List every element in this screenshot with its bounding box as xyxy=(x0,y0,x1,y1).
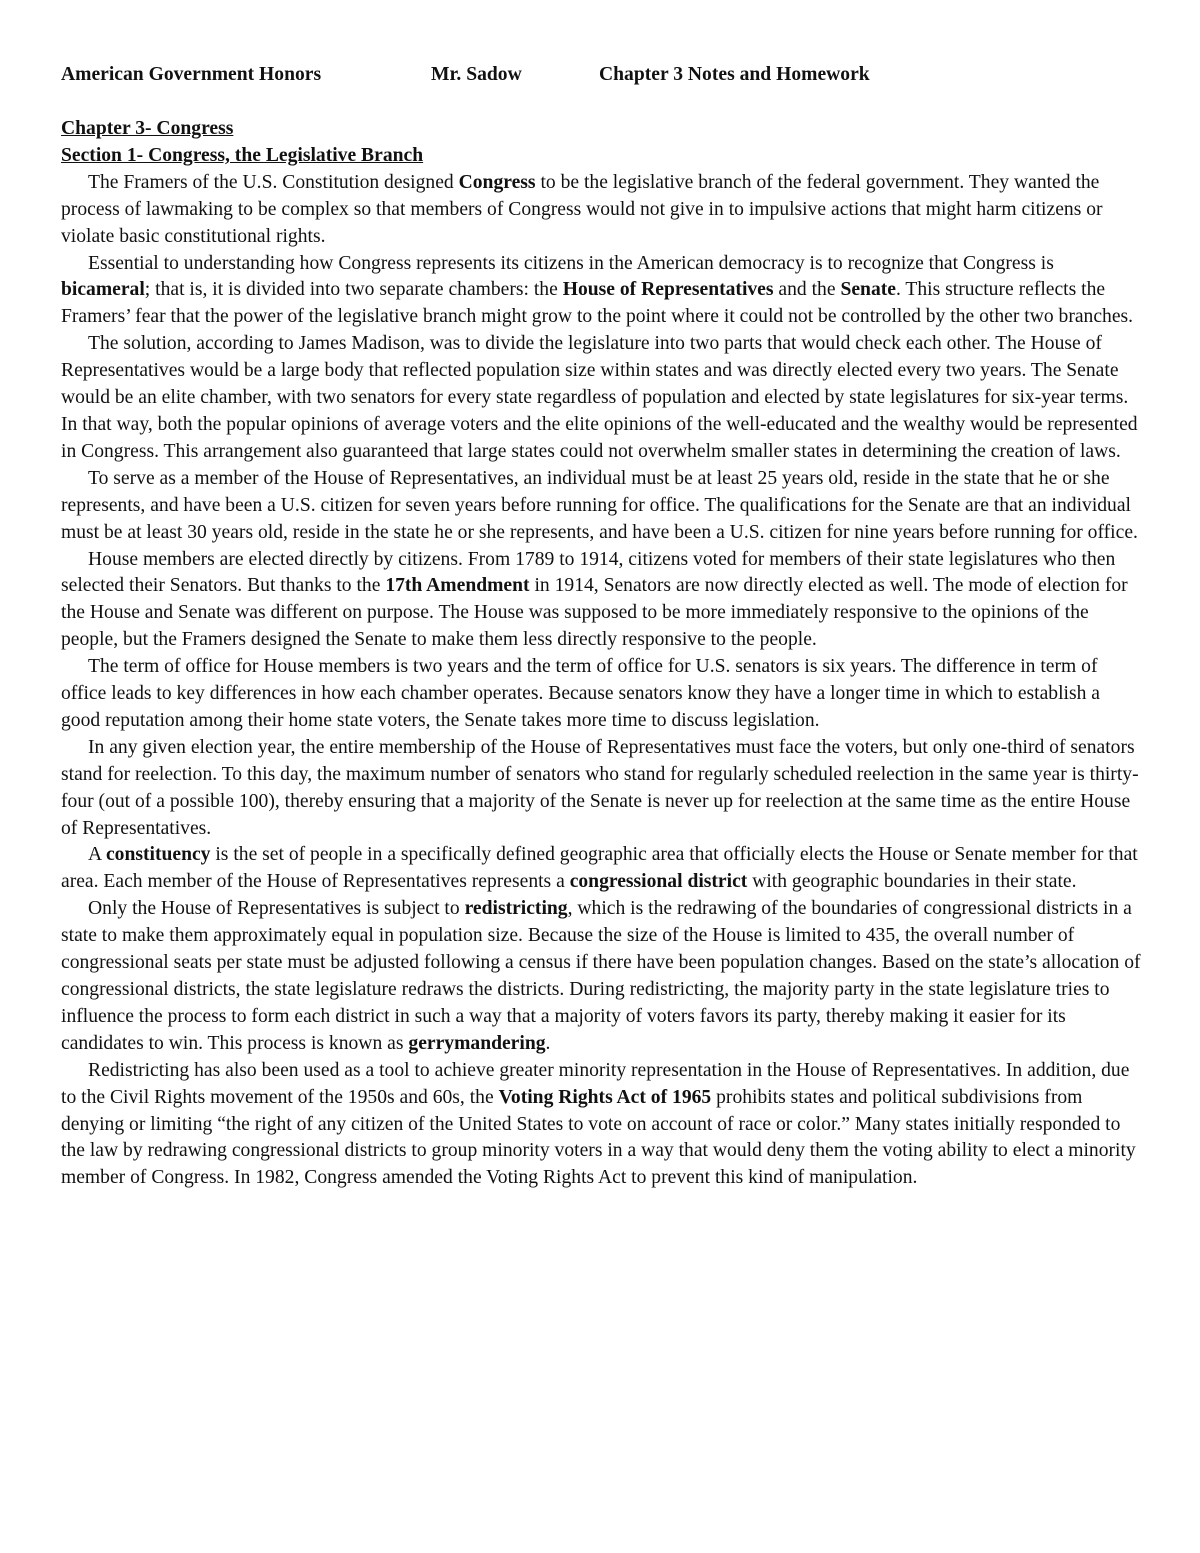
term-congressional-district: congressional district xyxy=(569,871,748,893)
term-house-of-representatives: House of Representatives xyxy=(562,279,774,301)
term-gerrymandering: gerrymandering xyxy=(408,1032,546,1054)
paragraph-constituency: A constituency is the set of people in a specifically defined geographic area that officially elects the House or Senate member for that area. Each member of the House of Representatives represents a congressional district with geographic boundaries in their state. xyxy=(61,844,1138,893)
paragraph-elections: House members are elected directly by citizens. From 1789 to 1914, citizens voted for members of their state legislatures who then selected their Senators. But thanks to the 17th Amendment in 1914, Senators are now directly elected as well. The mode of election for the House and Senate was different on purpose. The House was supposed to be more immediately responsive to the opinions of the people, but the Framers designed the Senate to make them less directly responsive to the people. xyxy=(61,548,1128,651)
document-page xyxy=(61,62,1141,1192)
paragraph-qualifications: To serve as a member of the House of Representatives, an individual must be at least 25 years old, reside in the state that he or she represents, and have been a U.S. citizen for seven years before running for office. The qualifications for the Senate are that an individual must be at least 30 years old, reside in the state he or she represents, and have been a U.S. citizen for nine years before running for office. xyxy=(61,467,1138,543)
term-17th-amendment: 17th Amendment xyxy=(385,575,530,597)
term-constituency: constituency xyxy=(105,844,211,866)
term-senate: Senate xyxy=(840,279,896,301)
header-teacher: Mr. Sadow xyxy=(431,64,522,85)
chapter-title: Chapter 3- Congress xyxy=(61,118,234,139)
paragraph-voting-rights: Redistricting has also been used as a tool to achieve greater minority representation in the House of Representatives. In addition, due to the Civil Rights movement of the 1950s and 60s, the Voting Rights Act of 1965 prohibits states and political subdivisions from denying or limiting “the right of any citizen of the United States to vote on account of race or color.” Many states initially responded to the law by redrawing congressional districts to group minority voters in a way that would deny them the voting ability to elect a minority member of Congress. In 1982, Congress amended the Voting Rights Act to prevent this kind of manipulation. xyxy=(61,1059,1136,1189)
paragraph-redistricting: Only the House of Representatives is subject to redistricting, which is the redrawing of the boundaries of congressional districts in a state to make them approximately equal in population size. Because the size of the House is limited to 435, the overall number of congressional seats per state must be adjusted following a census if there have been population changes. Based on the state’s allocation of congressional districts, the state legislature redraws the districts. During redistricting, the majority party in the state legislature tries to influence the process to form each district in such a way that a majority of voters favors its party, thereby making it easier for its candidates to win. This process is known as gerrymandering. xyxy=(61,898,1141,1054)
header-assignment: Chapter 3 Notes and Homework xyxy=(599,64,870,85)
term-congress: Congress xyxy=(458,171,536,193)
paragraph-reelection: In any given election year, the entire membership of the House of Representatives must face the voters, but only one-third of senators stand for reelection. To this day, the maximum number of senators who stand for regularly scheduled reelection in the same year is thirty-four (out of a possible 100), thereby ensuring that a majority of the Senate is never up for reelection at the same time as the entire House of Representatives. xyxy=(61,736,1139,839)
header-course: American Government Honors xyxy=(61,64,322,85)
paragraph-bicameral: Essential to understanding how Congress represents its citizens in the American democracy is to recognize that Congress is bicameral; that is, it is divided into two separate chambers: the House of Representatives and the Senate. This structure reflects the Framers’ fear that the power of the legislative branch might grow to the point where it could not be controlled by the other two branches. xyxy=(61,252,1134,328)
section-title: Section 1- Congress, the Legislative Branch xyxy=(61,144,424,166)
document-header xyxy=(61,62,1141,89)
paragraph-terms: The term of office for House members is two years and the term of office for U.S. senators is six years. The difference in term of office leads to key differences in how each chamber operates. Because senators know they have a longer time in which to establish a good reputation among their home state voters, the Senate takes more time to discuss legislation. xyxy=(61,656,1101,731)
term-redistricting: redistricting xyxy=(464,898,568,920)
term-bicameral: bicameral xyxy=(61,279,145,301)
paragraph-congress-intro: The Framers of the U.S. Constitution designed Congress to be the legislative branch of the federal government. They wanted the process of lawmaking to be complex so that members of Congress would not give in to impulsive actions that might harm citizens or violate basic constitutional rights. xyxy=(61,171,1103,247)
term-voting-rights-act: Voting Rights Act of 1965 xyxy=(498,1086,712,1108)
paragraph-madison-solution: The solution, according to James Madison, was to divide the legislature into two parts that would check each other. The House of Representatives would be a large body that reflected population size within states and was directly elected every two years. The Senate would be an elite chamber, with two senators for every state regardless of population and elected by state legislatures for six-year terms. In that way, both the popular opinions of average voters and the elite opinions of the well-educated and the wealthy would be represented in Congress. This arrangement also guaranteed that large states could not overwhelm smaller states in determining the creation of laws. xyxy=(61,333,1138,462)
